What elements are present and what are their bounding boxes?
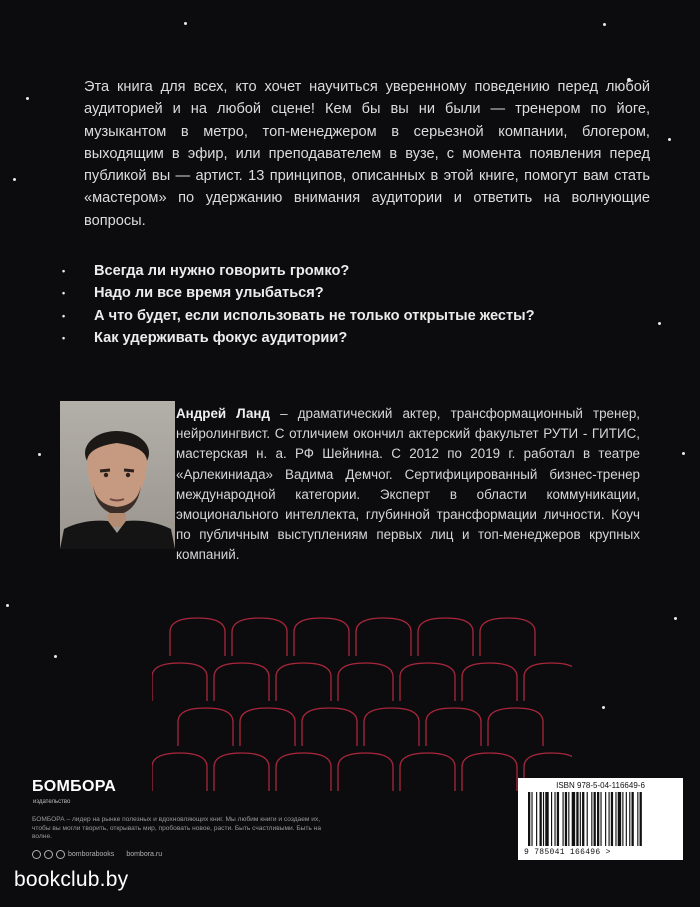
barcode-bar: [540, 792, 542, 846]
star: [54, 655, 57, 658]
barcode-bar: [554, 792, 555, 846]
barcode-bar: [565, 792, 567, 846]
isbn-label: ISBN 978-5-04-116649-6: [556, 781, 645, 790]
barcode-bar: [576, 792, 578, 846]
barcode-bar: [629, 792, 630, 846]
barcode-bar: [587, 792, 588, 846]
barcode-bar: [582, 792, 584, 846]
star: [26, 97, 29, 100]
theater-seat: [400, 663, 455, 701]
barcode-bar: [632, 792, 634, 846]
barcode-bar: [568, 792, 569, 846]
barcode-bar: [528, 792, 530, 846]
barcode-bar: [580, 792, 581, 846]
publisher-subtitle: издательство: [33, 799, 71, 805]
star: [13, 178, 16, 181]
theater-seats-illustration: [152, 608, 572, 818]
theater-seat: [178, 708, 233, 746]
theater-seat: [488, 708, 543, 746]
question-item: • Всегда ли нужно говорить громко?: [60, 260, 660, 282]
publisher-logo: БОМБОРА: [32, 778, 117, 795]
star: [668, 138, 671, 141]
barcode-bar: [622, 792, 623, 846]
facebook-icon: [32, 850, 41, 859]
barcode-bar: [626, 792, 627, 846]
theater-seat: [356, 618, 411, 656]
publisher-website: bombora.ru: [126, 851, 163, 858]
barcode-bar: [536, 792, 537, 846]
theater-seat: [462, 663, 517, 701]
theater-seat: [152, 753, 207, 791]
social-handle: bomborabooks: [68, 851, 115, 858]
star: [6, 604, 9, 607]
question-item: • А что будет, если использовать не только открытые жесты?: [60, 305, 660, 327]
publisher-description: БОМБОРА – лидер на рынке полезных и вдохновляющих книг. Мы любим книги и создаем их, чтобы вы могли творить, открывать мир, пробовать новое, расти. Быть счастливыми. Быть на волне.: [32, 816, 321, 841]
question-list: [60, 260, 660, 349]
barcode-bar: [531, 792, 532, 846]
theater-seat: [480, 618, 535, 656]
barcode-bar: [597, 792, 599, 846]
star: [184, 22, 187, 25]
barcode-bar: [557, 792, 559, 846]
star: [38, 453, 41, 456]
book-description: Эта книга для всех, кто хочет научиться уверенному поведению перед любой аудиторией и на любой сцене! Кем бы вы ни были — тренером по йоге, музыкантом в метро, топ-менеджером в серьезной компании, блогером, выходящим в эфир, или преподавателем в вузе, с момента появления перед публикой вы — артист. 13 принципов, описанных в этой книге, помогут вам стать «мастером» по удержанию внимания аудитории и ответить на волнующие вопросы.: [84, 79, 650, 229]
barcode-bar: [543, 792, 544, 846]
theater-seat: [152, 663, 207, 701]
barcode-bar: [572, 792, 575, 846]
author-photo: [60, 401, 175, 549]
barcode-bar: [600, 792, 601, 846]
barcode-bar: [618, 792, 621, 846]
barcode-bar: [615, 792, 616, 846]
theater-seat: [214, 663, 269, 701]
barcode-bar: [545, 792, 548, 846]
barcode-bar: [591, 792, 592, 846]
barcode-bar: [611, 792, 613, 846]
theater-seat: [170, 618, 225, 656]
theater-seat: [232, 618, 287, 656]
theater-seat: [294, 618, 349, 656]
barcode-area: [518, 778, 683, 860]
barcode-bar: [551, 792, 552, 846]
question-item: • Как удерживать фокус аудитории?: [60, 327, 660, 349]
barcode-bar: [605, 792, 606, 846]
author-bio: [176, 404, 640, 566]
barcode-bar: [637, 792, 638, 846]
ean-digits: 9 785041 166496 >: [524, 848, 611, 857]
theater-seat: [524, 663, 572, 701]
theater-seat: [276, 753, 331, 791]
publisher-social: [32, 850, 162, 859]
watermark-text: bookclub.by: [14, 868, 129, 891]
vk-icon: [44, 850, 53, 859]
barcode-bar: [594, 792, 596, 846]
barcode-bar: [563, 792, 564, 846]
star: [603, 23, 606, 26]
theater-seat: [338, 663, 393, 701]
star: [682, 452, 685, 455]
theater-seat: [240, 708, 295, 746]
star: [674, 617, 677, 620]
theater-seat: [338, 753, 393, 791]
barcode-bar: [609, 792, 610, 846]
instagram-icon: [56, 850, 65, 859]
theater-seat: [418, 618, 473, 656]
author-name: Андрей Ланд: [176, 406, 271, 421]
theater-seat: [364, 708, 419, 746]
theater-seat: [400, 753, 455, 791]
star: [602, 706, 605, 709]
theater-seat: [462, 753, 517, 791]
theater-seat: [214, 753, 269, 791]
barcode-bar: [640, 792, 642, 846]
theater-seat: [302, 708, 357, 746]
theater-seat: [426, 708, 481, 746]
author-bio-text: – драматический актер, трансформационный тренер, нейролингвист. С отличием окончил актерский факультет РУТИ - ГИТИС, мастерская н. а. РФ Шейнина. С 2012 по 2019 г. работал в театре «Арлекиниада» Вадима Демчог. Сертифицированный бизнес-тренер международной категории. Эксперт в области коммуникации, эмоционального интеллекта, глубинной трансформации личности. Коуч по публичным выступлениям первых лиц и топ-менеджеров крупных компаний.: [176, 406, 640, 563]
question-item: • Надо ли все время улыбаться?: [60, 282, 660, 304]
theater-seat: [276, 663, 331, 701]
